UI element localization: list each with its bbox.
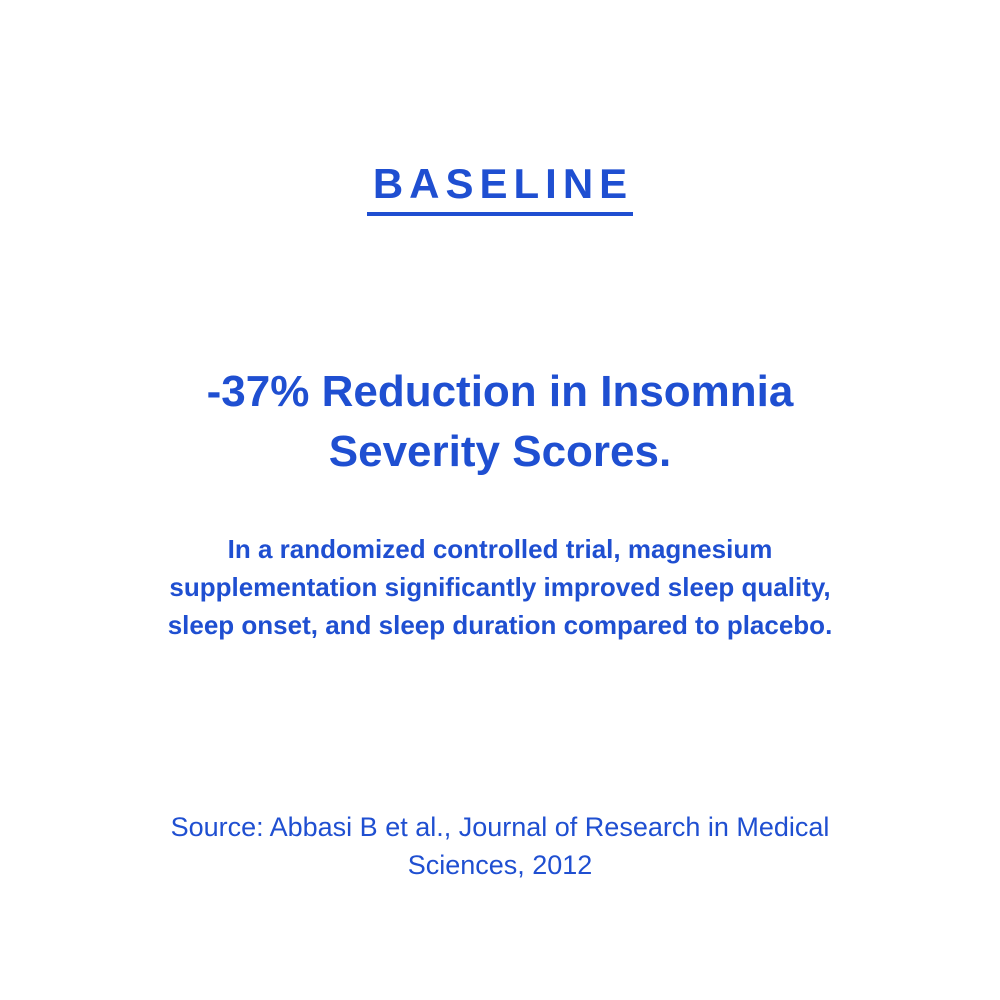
body-text [90,530,910,644]
headline [100,362,900,482]
brand-title [0,158,1000,216]
body-line-1: In a randomized controlled trial, magnesium [227,534,773,564]
body-line-2: supplementation significantly improved sleep quality, [169,572,831,602]
source-line-2: Sciences, 2012 [407,850,593,880]
body-line-3: sleep onset, and sleep duration compared to placebo. [167,610,833,640]
headline-line-1: -37% Reduction in Insomnia [206,367,794,416]
brand-wordmark: BASELINE [367,158,633,216]
source-line-1: Source: Abbasi B et al., Journal of Research in Medical [170,812,830,842]
headline-line-2: Severity Scores. [328,427,672,476]
source-citation [100,808,900,884]
